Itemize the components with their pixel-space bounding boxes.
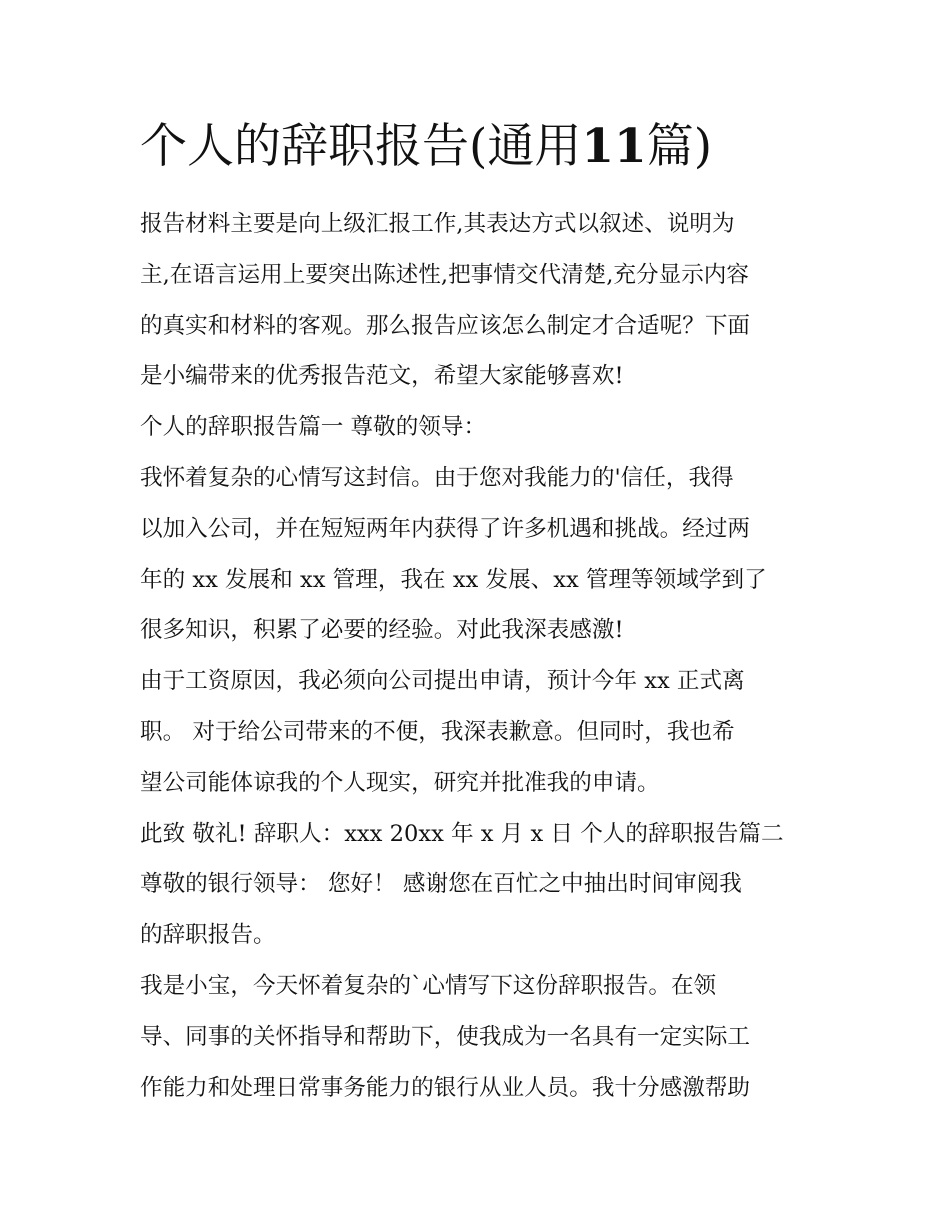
title-suffix: 篇)	[646, 119, 713, 174]
document-body	[140, 199, 815, 1113]
text-line: 导、同事的关怀指导和帮助下，使我成为一名具有一定实际工	[140, 1023, 751, 1050]
title-number: 11	[581, 119, 647, 174]
title-prefix: 个人的辞职报告(通用	[140, 119, 582, 174]
text-line: 是小编带来的优秀报告范文，希望大家能够喜欢!	[140, 363, 624, 390]
text-line: 以加入公司，并在短短两年内获得了许多机遇和挑战。经过两	[140, 515, 751, 542]
text-line: 望公司能体谅我的个人现实，研究并批准我的申请。	[140, 769, 660, 796]
section-heading-line: 个人的辞职报告篇一 尊敬的领导：	[140, 414, 487, 441]
text-line: 尊敬的银行领导： 您好！ 感谢您在百忙之中抽出时间审阅我	[140, 871, 742, 898]
text-line: 很多知识，积累了必要的经验。对此我深表感激!	[140, 617, 624, 644]
document-title	[140, 116, 712, 178]
text-line: 职。 对于给公司带来的不便，我深表歉意。但同时，我也希	[140, 718, 735, 745]
text-line: 的辞职报告。	[140, 922, 276, 949]
text-line: 的真实和材料的客观。那么报告应该怎么制定才合适呢？下面	[140, 312, 751, 339]
text-line: 报告材料主要是向上级汇报工作,其表达方式以叙述、说明为	[140, 211, 735, 237]
text-line: 我怀着复杂的心情写这封信。由于您对我能力的'信任，我得	[140, 464, 734, 491]
text-line: 由于工资原因，我必须向公司提出申请，预计今年 xx 正式离	[140, 668, 745, 695]
text-line: 年的 xx 发展和 xx 管理，我在 xx 发展、xx 管理等领域学到了	[140, 566, 767, 593]
text-line: 作能力和处理日常事务能力的银行从业人员。我十分感激帮助	[140, 1074, 751, 1101]
text-line: 我是小宝，今天怀着复杂的`心情写下这份辞职报告。在领	[140, 972, 717, 999]
text-line: 此致 敬礼! 辞职人：xxx 20xx 年 x 月 x 日 个人的辞职报告篇二	[140, 820, 784, 847]
text-line: 主,在语言运用上要突出陈述性,把事情交代清楚,充分显示内容	[140, 261, 749, 288]
